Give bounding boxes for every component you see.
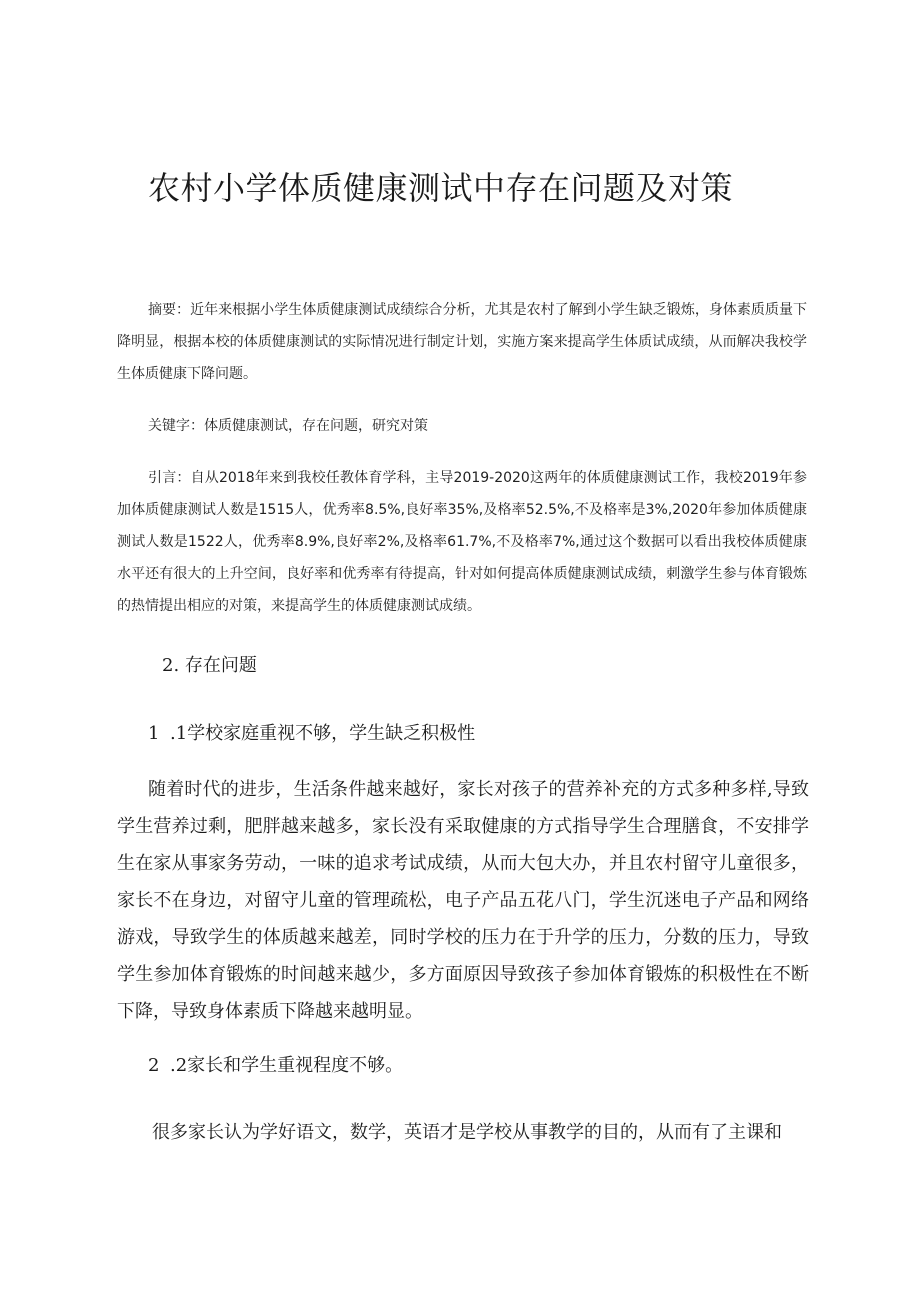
subsection-title: .2家长和学生重视程度不够。 [170,1055,404,1076]
intro-paragraph: 引言：自从2018年来到我校任教体育学科，主导2019-2020这两年的体质健康测试工作，我校2019年参加体质健康测试人数是1515人，优秀率8.5%,良好率35%,及格率52.5%,不及格率是3%,2020年参加体质健康测试人数是1522人，优秀率8.9%,良好率2%,及格率61.7%,不及格率7%,通过这个数据可以看出我校体质健康水平还有很大的上升空间，良好率和优秀率有待提高，针对如何提高体质健康测试成绩，刺激学生参与体育锻炼的热情提出相应的对策，来提高学生的体质健康测试成绩。 [117,470,807,614]
subsection-heading-2-1 [148,718,475,750]
body-paragraph-2-2: 很多家长认为学好语文，数学，英语才是学校从事教学的目的，从而有了主课和 [152,1122,782,1143]
keywords-line: 关键字：体质健康测试，存在问题，研究对策 [148,418,428,434]
abstract-paragraph: 摘要：近年来根据小学生体质健康测试成绩综合分析，尤其是农村了解到小学生缺乏锻炼，身体素质质量下降明显，根据本校的体质健康测试的实际情况进行制定计划，实施方案来提高学生体质试成绩，从而解决我校学生体质健康下降问题。 [117,302,807,382]
subsection-title: .1学校家庭重视不够，学生缺乏积极性 [170,723,476,744]
subsection-number: 2 [148,1055,160,1076]
subsection-heading-2-2 [148,1050,403,1082]
subsection-number: 1 [148,723,160,744]
section-heading-problems: 2. 存在问题 [162,655,257,676]
document-title: 农村小学体质健康测试中存在问题及对策 [148,169,734,207]
body-paragraph-2-1: 随着时代的进步，生活条件越来越好，家长对孩子的营养补充的方式多种多样,导致学生营养过剩，肥胖越来越多，家长没有采取健康的方式指导学生合理膳食，不安排学生在家从事家务劳动，一味的追求考试成绩，从而大包大办，并且农村留守儿童很多，家长不在身边，对留守儿童的管理疏松，电子产品五花八门，学生沉迷电子产品和网络游戏，导致学生的体质越来越差，同时学校的压力在于升学的压力，分数的压力，导致学生参加体育锻炼的时间越来越少，多方面原因导致孩子参加体育锻炼的积极性在不断下降，导致身体素质下降越来越明显。 [117,779,809,1022]
